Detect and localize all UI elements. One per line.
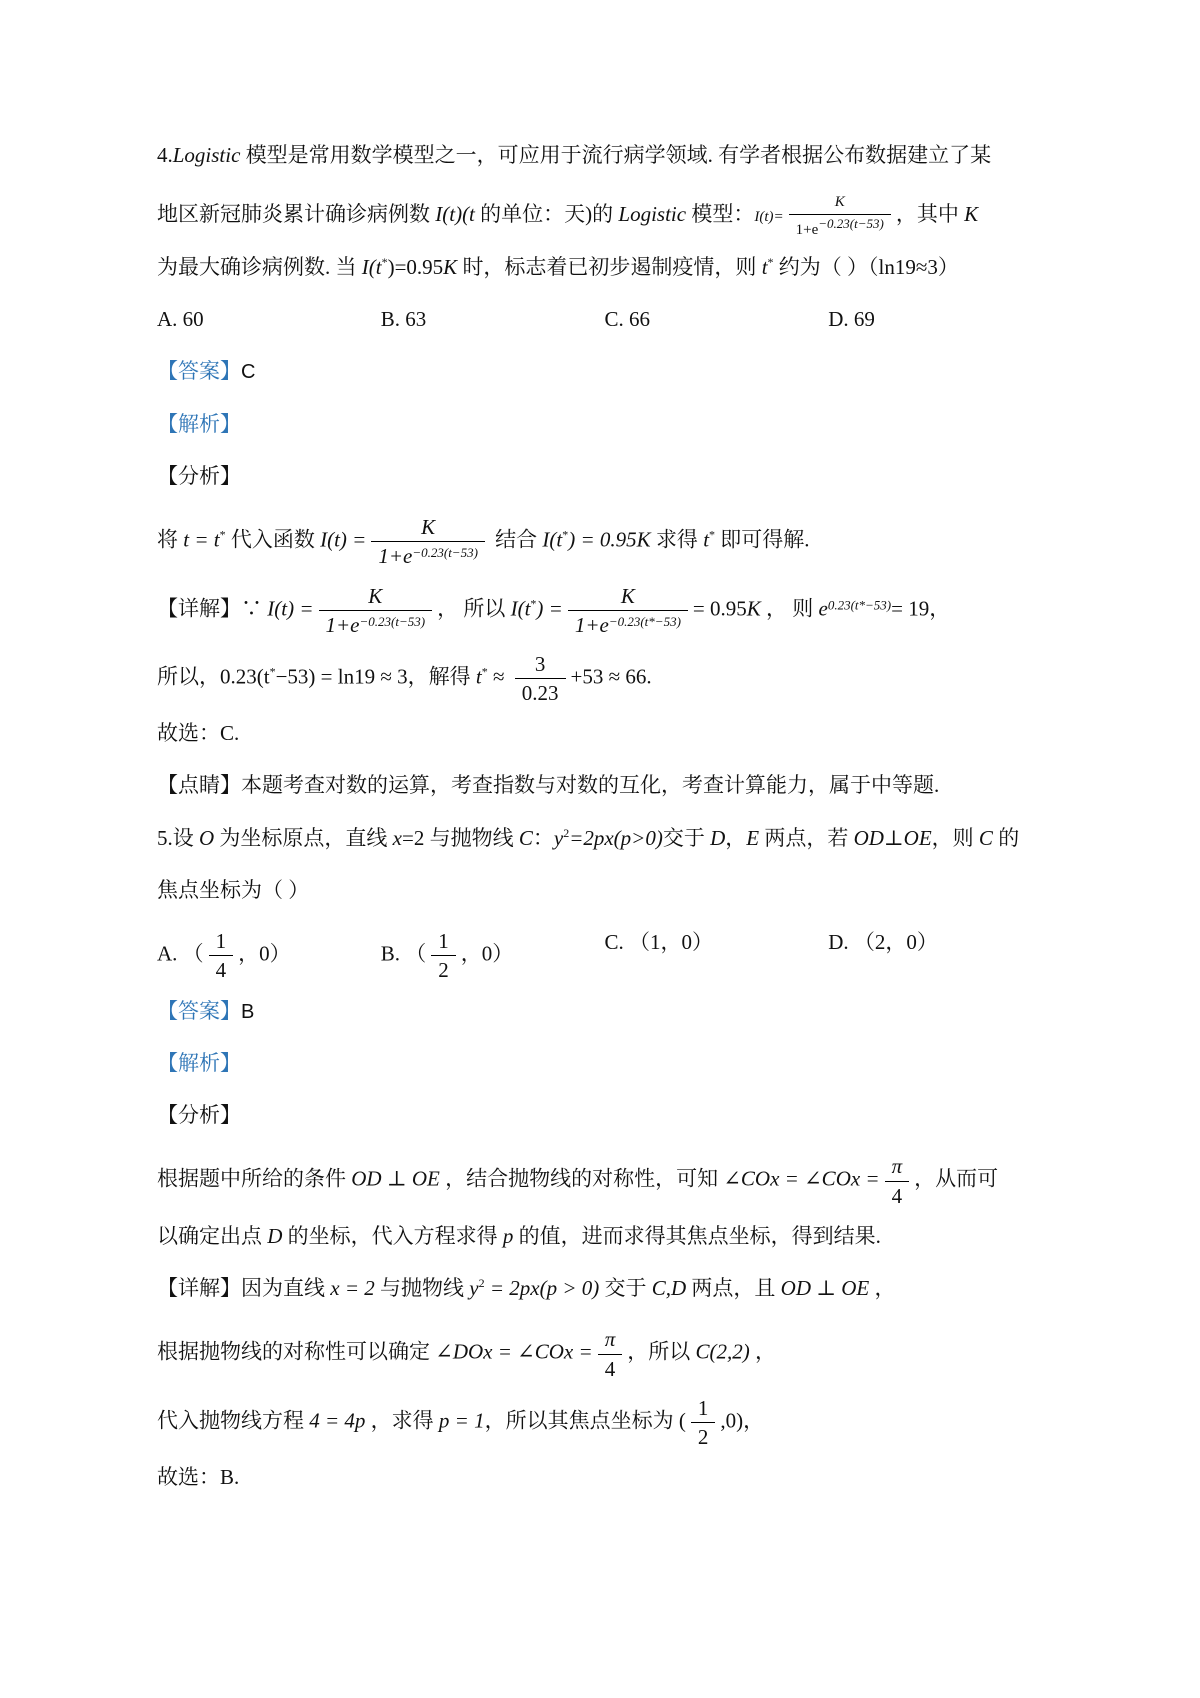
q5-detail-line-3 xyxy=(157,1396,1052,1449)
text-segment: 5.设 xyxy=(157,825,199,850)
fenxi-label: 【分析】 xyxy=(157,1103,241,1128)
fraction-numerator: 3 xyxy=(515,652,566,679)
math-inline: K xyxy=(746,596,761,621)
answer-label: 【答案】 xyxy=(157,998,241,1023)
math-fraction xyxy=(789,194,891,239)
text-segment: 根据抛物线的对称性可以确定 xyxy=(157,1339,436,1364)
fraction-denominator: 2 xyxy=(697,1424,709,1449)
text-segment: 根据题中所给的条件 xyxy=(157,1166,352,1191)
math-inline: O xyxy=(199,825,215,850)
math-inline: p = 1 xyxy=(438,1408,485,1433)
fraction-numerator: K xyxy=(568,584,688,611)
fraction-denominator: 4 xyxy=(604,1356,616,1381)
q5-jiexi-line xyxy=(157,1050,1052,1077)
text-segment: 即可得解. xyxy=(715,527,810,552)
q5-fenxi-line xyxy=(157,1102,1052,1129)
math-fraction xyxy=(431,929,456,982)
math-superscript: 2 xyxy=(478,1276,485,1291)
text-segment: 模型是常用数学模型之一，可应用于流行病学领域. 有学者根据公布数据建立了某 xyxy=(240,143,992,167)
q5-option-b xyxy=(381,929,605,982)
text-segment: ， xyxy=(743,1408,765,1433)
math-fraction xyxy=(515,652,566,705)
math-inline: C,D xyxy=(651,1276,687,1301)
text-segment: ， 所以 xyxy=(437,596,511,621)
fraction-numerator: 1 xyxy=(691,1396,716,1423)
q4-options-row xyxy=(157,306,1052,333)
fenxi-label: 【分析】 xyxy=(157,463,241,488)
dianjing-label: 【点睛】 xyxy=(157,773,241,798)
answer-label: 【答案】 xyxy=(157,359,241,384)
fraction-denominator xyxy=(789,215,891,239)
q4-number: 4. xyxy=(157,143,173,167)
q5-statement-line-2 xyxy=(157,877,1052,904)
math-inline: I(t) = xyxy=(267,596,314,621)
q4-jiexi-line xyxy=(157,411,1052,438)
text-segment: ，结合抛物线的对称性，可知 xyxy=(439,1166,724,1191)
math-inline: C xyxy=(978,825,993,850)
math-inline: OD⊥OE xyxy=(853,825,932,850)
fraction-denominator xyxy=(568,611,688,637)
math-fraction xyxy=(371,515,485,568)
text-segment: 1+e xyxy=(378,544,413,569)
q5-choice-line xyxy=(157,1464,1052,1491)
math-fraction xyxy=(598,1327,623,1380)
text-segment: ，则 xyxy=(931,825,979,850)
q5-answer-line xyxy=(157,998,1052,1025)
math-inline: x xyxy=(392,825,402,850)
detail-label: 【详解】 xyxy=(157,596,241,621)
q5-detail-line-2 xyxy=(157,1327,1052,1380)
text-segment: ，0） xyxy=(460,941,514,966)
q4-statement-line-1 xyxy=(157,142,1052,169)
fraction-numerator: π xyxy=(885,1154,910,1181)
math-exponent: −0.23(t−53) xyxy=(818,215,884,231)
math-fraction xyxy=(209,929,234,982)
math-inline: e xyxy=(818,596,828,621)
math-superscript: * xyxy=(530,596,537,611)
q4-statement-line-3 xyxy=(157,254,1052,281)
text-segment: ， xyxy=(749,1339,776,1364)
jiexi-label: 【解析】 xyxy=(157,411,241,436)
math-inline: OD ⊥ OE xyxy=(780,1276,870,1301)
q5-option-a xyxy=(157,929,381,982)
math-fraction xyxy=(568,584,688,637)
math-exponent: −0.23(t−53) xyxy=(359,613,426,629)
fraction-denominator: 0.23 xyxy=(521,680,559,705)
q5-option-c: C. （1，0） xyxy=(604,930,714,955)
fraction-denominator: 4 xyxy=(891,1183,903,1208)
text-segment: 约为（ ）（ln19≈3） xyxy=(773,254,959,279)
q4-choice-line xyxy=(157,720,1052,747)
q4-option-c: C. 66 xyxy=(604,307,651,332)
text-segment: ， xyxy=(869,1276,896,1301)
text-segment: 1+e xyxy=(574,612,609,637)
q5-analysis-line-1 xyxy=(157,1154,1052,1207)
math-superscript: * xyxy=(269,664,276,679)
text-segment: =2 与抛物线 xyxy=(402,825,519,850)
text-segment: ≈ xyxy=(487,664,510,689)
text-segment: 将 xyxy=(157,527,184,552)
text-segment: = 0.95 xyxy=(692,596,747,621)
q4-answer-value: C xyxy=(241,361,256,384)
text-segment: 模型： xyxy=(686,202,755,227)
math-inline: K xyxy=(964,202,979,227)
math-inline: y xyxy=(553,825,564,850)
math-superscript: * xyxy=(219,527,226,542)
math-inline: ) = xyxy=(536,596,563,621)
fraction-numerator: 1 xyxy=(431,929,456,956)
text-segment: 焦点坐标为（ ） xyxy=(157,878,310,903)
math-inline: = 2px(p > 0) xyxy=(484,1276,600,1301)
text-segment: ∵ xyxy=(241,596,268,621)
q4-note-line xyxy=(157,772,1052,799)
fraction-numerator: 1 xyxy=(209,929,234,956)
math-inline: ∠DOx = ∠COx = xyxy=(435,1339,593,1364)
text-segment: Logistic xyxy=(172,143,241,167)
text-segment: 两点，若 xyxy=(759,825,854,850)
text-segment: 地区新冠肺炎累计确诊病例数 xyxy=(157,202,436,227)
q4-option-b: B. 63 xyxy=(380,307,427,332)
math-inline: C(2,2) xyxy=(695,1339,750,1364)
text-segment: ,0) xyxy=(720,1408,744,1433)
text-segment: 代入抛物线方程 xyxy=(157,1408,310,1433)
math-superscript: * xyxy=(767,254,774,269)
math-inline: E xyxy=(746,825,760,850)
math-inline: I(t)(t xyxy=(435,202,475,227)
q4-detail-line-1 xyxy=(157,584,1052,637)
math-inline: t = t xyxy=(183,527,220,552)
detail-label: 【详解】 xyxy=(157,1276,241,1301)
text-segment: ，所以 xyxy=(627,1339,696,1364)
math-inline: 4 = 4p xyxy=(309,1408,366,1433)
q4-option-a: A. 60 xyxy=(157,307,204,332)
text-segment: 的坐标，代入方程求得 xyxy=(282,1223,503,1248)
q4-fenxi-line xyxy=(157,463,1052,490)
text-segment: 为最大确诊病例数. 当 xyxy=(157,254,362,279)
math-superscript: 2 xyxy=(563,825,570,840)
fraction-denominator: 2 xyxy=(438,958,449,983)
q5-options-row xyxy=(157,929,1052,982)
jiexi-label: 【解析】 xyxy=(157,1050,241,1075)
text-segment: 因为直线 xyxy=(241,1276,331,1301)
math-inline: t xyxy=(703,527,710,552)
text-segment: ，0） xyxy=(238,941,291,966)
text-segment: 所以， xyxy=(157,664,220,689)
q4-analysis-line xyxy=(157,515,1052,568)
text-segment: 求得 xyxy=(650,527,704,552)
text-segment: 代入函数 xyxy=(225,527,321,552)
text-segment: 以确定出点 xyxy=(157,1223,268,1248)
math-inline: D xyxy=(710,825,726,850)
math-exponent: −0.23(t−53) xyxy=(412,545,478,561)
fraction-denominator: 4 xyxy=(215,958,227,983)
fraction-numerator: K xyxy=(371,515,485,542)
math-exponent: 0.23(t*−53) xyxy=(827,597,892,613)
math-superscript: * xyxy=(381,254,388,269)
math-inline: I(t xyxy=(542,527,563,552)
fraction-numerator: π xyxy=(598,1327,623,1354)
math-superscript: * xyxy=(481,664,488,679)
text-segment: 1+e xyxy=(795,221,819,238)
text-segment: 1+e xyxy=(325,612,360,637)
math-inline: D xyxy=(267,1223,283,1248)
q5-answer-value: B xyxy=(241,1000,255,1023)
math-inline: x = 2 xyxy=(330,1276,375,1301)
text-segment: 的单位：天)的 xyxy=(474,202,619,227)
math-inline: 0.23(t xyxy=(220,664,270,689)
text-segment: 交于 xyxy=(662,825,711,850)
text-segment: −53) = ln19 ≈ 3，解得 xyxy=(275,664,476,689)
text-segment: )=0.95 xyxy=(387,254,444,279)
text-segment: 时，标志着已初步遏制疫情，则 xyxy=(457,254,762,279)
text-segment: B. （ xyxy=(380,941,427,966)
fraction-denominator xyxy=(319,611,433,637)
math-inline: I(t xyxy=(361,254,382,279)
q5-option-d: D. （2，0） xyxy=(828,930,938,955)
fraction-denominator xyxy=(371,542,485,568)
text-segment: 结合 xyxy=(489,527,543,552)
text-segment: ： xyxy=(532,825,554,850)
math-inline: K xyxy=(636,527,651,552)
text-segment: ， 则 xyxy=(760,596,819,621)
math-inline: I(t xyxy=(510,596,531,621)
q4-statement-line-2 xyxy=(157,194,1052,239)
q5-detail-line-1 xyxy=(157,1275,1052,1302)
text-segment: 交于 xyxy=(599,1276,652,1301)
math-inline: OD ⊥ OE xyxy=(351,1166,440,1191)
q4-answer-line xyxy=(157,358,1052,385)
q5-statement-line-1 xyxy=(157,825,1052,852)
text-segment: ，所以其焦点坐标为 ( xyxy=(484,1408,686,1433)
math-inline: p xyxy=(502,1223,514,1248)
text-segment: 为坐标原点，直线 xyxy=(214,825,393,850)
fraction-numerator: K xyxy=(319,584,433,611)
math-inline: C xyxy=(518,825,533,850)
q4-detail-line-2 xyxy=(157,652,1052,705)
text-segment: ，其中 xyxy=(895,202,965,227)
fraction-numerator: K xyxy=(789,194,891,214)
math-inline: ∠COx = ∠COx = xyxy=(723,1166,880,1191)
text-segment: 的 xyxy=(992,825,1020,850)
math-inline: K xyxy=(443,254,458,279)
math-exponent: −0.23(t*−53) xyxy=(608,613,681,629)
text-segment: 与抛物线 xyxy=(374,1276,470,1301)
math-inline: ) = 0.95 xyxy=(568,527,637,552)
math-superscript: * xyxy=(562,527,569,542)
text-segment: Logistic xyxy=(618,202,687,227)
text-segment: ，求得 xyxy=(365,1408,439,1433)
math-inline: y xyxy=(469,1276,479,1301)
text-segment: = 19， xyxy=(891,596,951,621)
q5-analysis-line-2 xyxy=(157,1223,1052,1250)
q4-option-d: D. 69 xyxy=(828,307,875,332)
text-segment: ，从而可 xyxy=(914,1166,999,1191)
math-inline: t xyxy=(761,254,768,279)
math-superscript: * xyxy=(709,527,716,542)
text-segment: ， xyxy=(725,825,747,850)
text-segment: 两点，且 xyxy=(686,1276,781,1301)
text-segment: A. （ xyxy=(157,941,204,966)
math-inline: I(t) = xyxy=(320,527,367,552)
math-inline: t xyxy=(475,664,482,689)
text-segment: +53 ≈ 66. xyxy=(570,664,652,689)
math-fraction xyxy=(885,1154,910,1207)
math-fraction xyxy=(319,584,433,637)
text-segment: 的值，进而求得其焦点坐标，得到结果. xyxy=(513,1223,881,1248)
text-segment: 故选：B. xyxy=(157,1464,240,1489)
text-segment: 本题考查对数的运算，考查指数与对数的互化，考查计算能力，属于中等题. xyxy=(241,773,940,798)
math-inline: I(t)= xyxy=(754,209,784,226)
math-inline: =2px(p>0) xyxy=(569,825,663,850)
math-fraction xyxy=(691,1396,716,1449)
text-segment: 故选：C. xyxy=(157,721,240,746)
